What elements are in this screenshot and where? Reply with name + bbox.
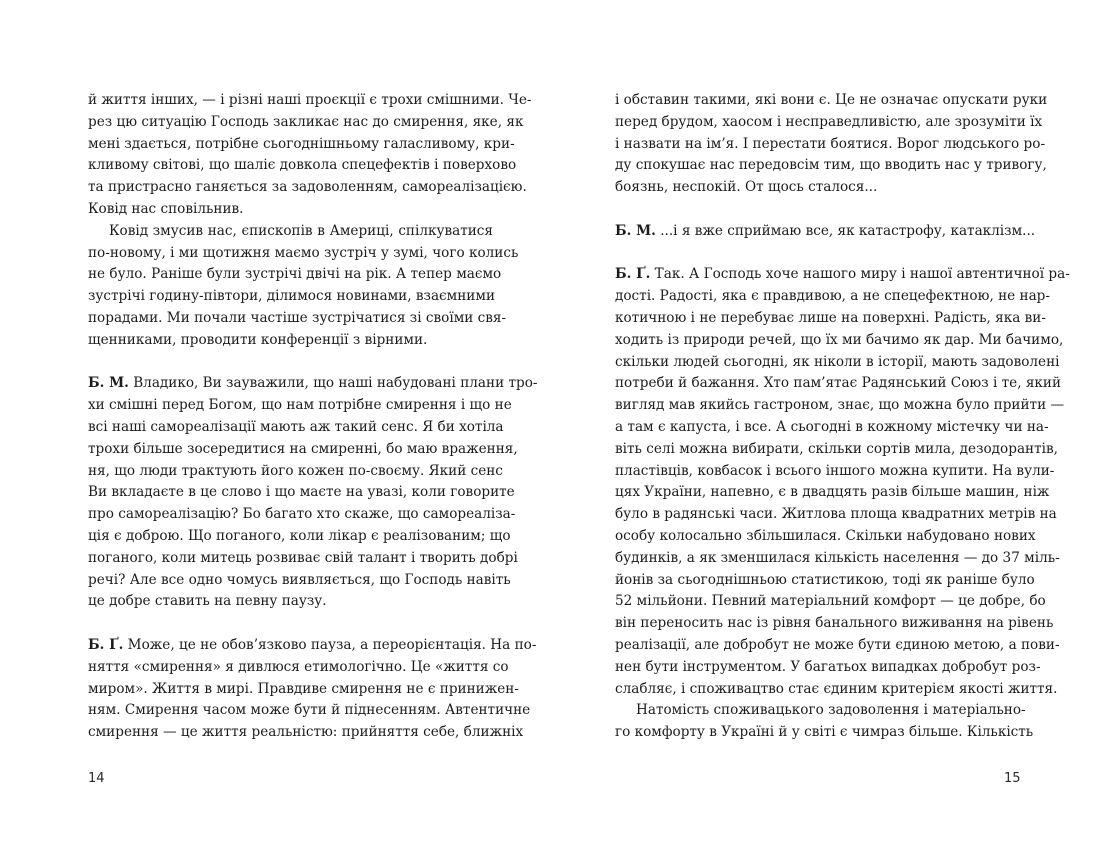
text-line [615, 395, 1065, 417]
text-line [615, 482, 1050, 504]
text-line [615, 700, 1026, 722]
text-line [615, 439, 1058, 461]
line-text: боязнь, неспокій. От щось сталося... [615, 179, 878, 196]
text-line [615, 657, 1041, 679]
line-text: особу колосально збільшилася. Скільки набудовано нових [615, 527, 1036, 544]
text-line [615, 134, 1046, 156]
text-line [88, 548, 518, 570]
line-text: слабляє, і споживацтво стає єдиним критерієм якості життя. [615, 680, 1058, 697]
line-text: нен бути інструментом. У багатьох випадках добробут роз- [615, 658, 1041, 675]
line-text: речі? Але все одно чомусь виявляється, що Господь навіть [88, 571, 511, 588]
line-text: пластівців, ковбасок і всього іншого можна купити. На вули- [615, 462, 1055, 479]
line-text: реалізації, але добробут не може бути єдиною метою, а пови- [615, 636, 1060, 653]
line-text: кливому світові, що шаліє довкола спецефектів і поверхово [88, 157, 517, 174]
text-line [615, 591, 1046, 613]
text-line [88, 461, 503, 483]
line-text: го комфорту в Україні й у світі є чимраз більше. Кількість [615, 724, 1034, 741]
line-text: потреби й бажання. Хто пам’ятає Радянський Союз і те, який [615, 375, 1062, 392]
text-line [88, 439, 518, 461]
line-text: Ковід змусив нас, єпископів в Америці, спілкуватися [109, 222, 493, 239]
line-text: хи смішні перед Богом, що нам потрібне смирення і що не [88, 397, 512, 414]
line-text: Ви вкладаєте в це слово і що маєте на увазі, коли говорите [88, 484, 515, 501]
text-line [615, 308, 1046, 330]
text-line [615, 373, 1062, 395]
right-page-text [615, 90, 1070, 744]
text-line [88, 112, 524, 134]
line-text: було в радянські часи. Житлова площа квадратних метрів на [615, 506, 1057, 523]
line-text: йонів за сьогоднішньою статистикою, тоді як раніше було [615, 571, 1035, 588]
text-line [615, 526, 1036, 548]
line-text: порадами. Ми почали частіше зустрічатися зі своїми свя- [88, 309, 507, 326]
text-line [615, 330, 1064, 352]
line-text: трохи більше зосередитися на смиренні, бо маю враження, [88, 440, 518, 457]
line-text: він переносить нас із рівня банального виживання на рівень [615, 615, 1054, 632]
text-line [88, 570, 511, 592]
text-line [615, 155, 1047, 177]
text-line [88, 635, 537, 657]
text-line [88, 330, 493, 352]
text-line [615, 112, 1043, 134]
line-text: 52 мільйони. Певний матеріальний комфорт — це добре, бо [615, 593, 1046, 610]
paragraph-gap [615, 199, 1020, 221]
text-line [88, 221, 493, 243]
text-line [615, 90, 1048, 112]
line-text: ходить із природи речей, що їх ми бачимо як дар. Ми бачимо, [615, 331, 1064, 348]
speaker-label: Б. М. [88, 375, 129, 392]
line-text: всі наші самореалізації мають аж такий сенс. Я би хотіла [88, 418, 504, 435]
line-text: а там є капуста, і все. А сьогодні в кожному містечку чи на- [615, 418, 1049, 435]
text-line [615, 221, 1036, 243]
paragraph-gap [615, 243, 1020, 265]
paragraph-gap [88, 352, 493, 374]
text-line [88, 264, 502, 286]
text-line [88, 395, 512, 417]
text-line [88, 722, 524, 744]
line-text: ...і я вже сприймаю все, як катастрофу, катаклізм... [655, 222, 1036, 239]
text-line [615, 177, 1020, 199]
text-line [615, 286, 1050, 308]
text-line [615, 613, 1054, 635]
page-number-left: 14 [88, 771, 105, 786]
text-line [88, 177, 527, 199]
line-text: ня, що люди трактують його кожен по-своєму. Який сенс [88, 462, 503, 479]
line-text: миром». Життя в мирі. Правдиве смирення не є принижен- [88, 680, 519, 697]
line-text: перед брудом, хаосом і несправедливістю, але зрозуміти їх [615, 113, 1043, 130]
text-line [88, 526, 511, 548]
line-text: по-новому, і ми щотижня маємо зустріч у зумі, чого колись [88, 244, 519, 261]
line-text: мені здається, потрібне сьогоднішньому галасливому, кри- [88, 135, 515, 152]
text-line [88, 482, 515, 504]
text-line [615, 722, 1034, 744]
text-line [88, 504, 516, 526]
text-line [88, 134, 515, 156]
line-text: котичною і не перебуває лише на поверхні. Радість, яка ви- [615, 309, 1046, 326]
text-line [88, 199, 493, 221]
text-line [615, 679, 1058, 701]
text-line [88, 308, 507, 330]
line-text: вигляд мав якийсь гастроном, знає, що можна було прийти — [615, 397, 1065, 414]
line-text: Натомість споживацького задоволення і матеріально- [636, 702, 1026, 719]
text-line [88, 155, 517, 177]
line-text: Ковід нас сповільнив. [88, 200, 244, 217]
text-line [615, 352, 1060, 374]
line-text: смирення — це життя реальністю: прийняття себе, ближніх [88, 724, 524, 741]
line-text: ням. Смирення часом може бути й піднесенням. Автентичне [88, 702, 531, 719]
left-page-text [88, 90, 538, 744]
line-text: няття «смирення» я дивлюся етимологічно. Це «життя со [88, 658, 509, 675]
speaker-label: Б. М. [615, 222, 656, 239]
line-text: Владико, Ви зауважили, що наші набудовані плани тро- [128, 375, 538, 392]
text-line [615, 461, 1055, 483]
line-text: та пристрасно ганяється за задоволенням, самореалізацією. [88, 179, 527, 196]
line-text: не було. Раніше були зустрічі двічі на рік. А тепер маємо [88, 266, 502, 283]
line-text: Так. А Господь хоче нашого миру і нашої автентичної ра- [650, 266, 1070, 283]
line-text: будинків, а як зменшилася кількість населення — до 37 міль- [615, 549, 1060, 566]
line-text: й життя інших, — і різні наші проєкції є трохи смішними. Че- [88, 92, 532, 108]
line-text: щенниками, проводити конференції з вірними. [88, 331, 428, 348]
text-line [88, 286, 496, 308]
text-line [88, 373, 538, 395]
line-text: віть селі можна вибирати, скільки сортів мила, дезодорантів, [615, 440, 1058, 457]
left-page [0, 0, 552, 854]
text-line [615, 635, 1060, 657]
line-text: поганого, коли митець розвиває свій талант і творить добрі [88, 549, 518, 566]
text-line [88, 243, 519, 265]
line-text: Може, це не обов’язково пауза, а переорієнтація. На по- [123, 636, 537, 653]
text-line [88, 679, 519, 701]
line-text: ція є доброю. Що поганого, коли лікар є реалізованим; що [88, 527, 511, 544]
line-text: це добре ставить на певну паузу. [88, 593, 327, 610]
text-line [88, 591, 493, 613]
line-text: ду спокушає нас передовсім тим, що вводить нас у тривогу, [615, 157, 1047, 174]
line-text: і назвати на ім’я. І перестати боятися. Ворог людського ро- [615, 135, 1046, 152]
text-line [615, 264, 1070, 286]
text-line [615, 417, 1049, 439]
line-text: зустрічі годину-півтори, ділимося новинами, взаємними [88, 288, 496, 305]
text-line [88, 90, 532, 112]
line-text: скільки людей сьогодні, як ніколи в історії, мають задоволені [615, 353, 1060, 370]
text-line [88, 417, 504, 439]
text-line [615, 504, 1057, 526]
line-text: і обставин такими, які вони є. Це не означає опускати руки [615, 92, 1048, 108]
line-text: про самореалізацію? Бо багато хто скаже, що самореаліза- [88, 506, 516, 523]
line-text: рез цю ситуацію Господь закликає нас до смирення, яке, як [88, 113, 524, 130]
text-line [88, 657, 509, 679]
right-page [553, 0, 1105, 854]
text-line [88, 700, 531, 722]
text-line [615, 548, 1060, 570]
speaker-label: Б. Ґ. [615, 266, 651, 283]
paragraph-gap [88, 613, 493, 635]
line-text: дості. Радості, яка є правдивою, а не спецефектною, не нар- [615, 288, 1050, 305]
text-line [615, 570, 1035, 592]
speaker-label: Б. Ґ. [88, 636, 124, 653]
line-text: цях України, напевно, є в двадцять разів більше машин, ніж [615, 484, 1050, 501]
page-number-right: 15 [1004, 771, 1021, 786]
